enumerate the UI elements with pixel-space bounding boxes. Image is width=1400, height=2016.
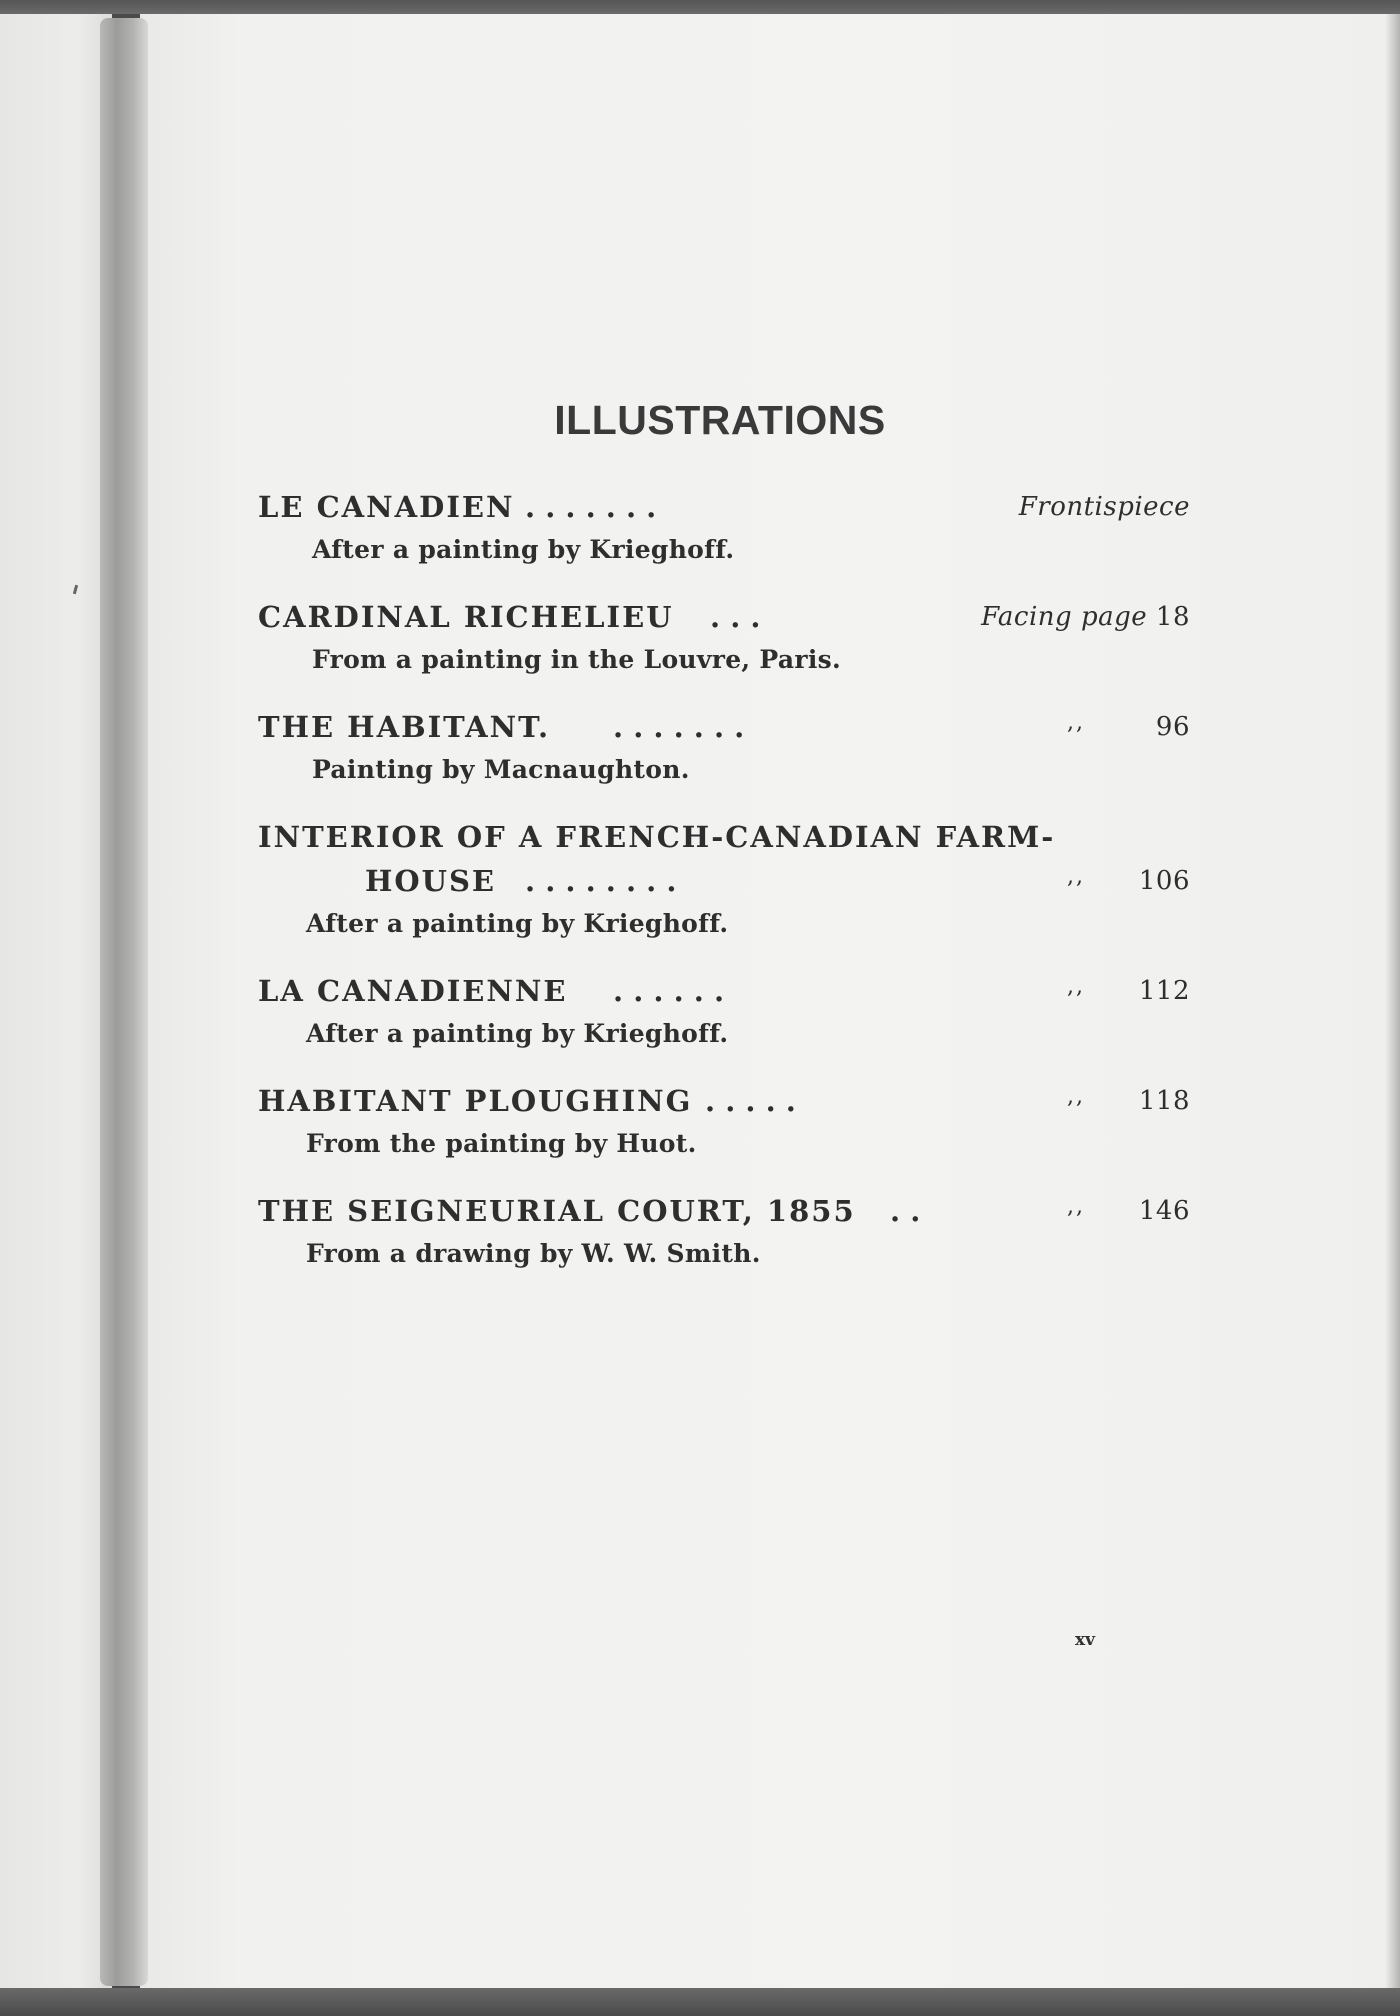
ditto-mark: ,, bbox=[1067, 1084, 1085, 1109]
facing-page-reference bbox=[981, 602, 1190, 632]
illustration-credit: After a painting by Krieghoff. bbox=[306, 909, 729, 938]
list-item bbox=[250, 818, 1190, 972]
list-item bbox=[250, 972, 1190, 1082]
illustration-credit: From a drawing by W. W. Smith. bbox=[306, 1239, 761, 1268]
ditto-mark: ,, bbox=[1067, 974, 1085, 999]
list-item bbox=[250, 488, 1190, 598]
illustration-credit: From the painting by Huot. bbox=[306, 1129, 697, 1158]
dot-leader: . . . . . . . bbox=[525, 490, 657, 524]
illustration-title: HABITANT PLOUGHING bbox=[258, 1084, 693, 1118]
illustrations-list bbox=[250, 488, 1190, 1302]
scan-top-edge bbox=[0, 0, 1400, 14]
book-gutter bbox=[100, 18, 148, 1986]
page-title: ILLUSTRATIONS bbox=[554, 397, 886, 443]
illustration-title: THE HABITANT. bbox=[258, 710, 551, 744]
scan-bottom-edge bbox=[0, 1988, 1400, 2016]
location-label: Facing page bbox=[981, 602, 1148, 632]
page-edge-shadow bbox=[1385, 14, 1400, 1988]
dot-leader: . . . bbox=[710, 600, 761, 634]
list-item bbox=[250, 708, 1190, 818]
page-number: 96 bbox=[1155, 712, 1190, 742]
page-number: 106 bbox=[1138, 866, 1190, 896]
illustration-credit: Painting by Macnaughton. bbox=[312, 755, 690, 784]
entry-heading bbox=[250, 708, 1190, 752]
list-item bbox=[250, 1082, 1190, 1192]
entry-heading bbox=[250, 972, 1190, 1016]
list-item bbox=[250, 1192, 1190, 1302]
list-item bbox=[250, 598, 1190, 708]
illustration-credit: After a painting by Krieghoff. bbox=[312, 535, 735, 564]
illustration-credit: From a painting in the Louvre, Paris. bbox=[312, 645, 841, 674]
entry-heading bbox=[250, 598, 1190, 642]
left-page-edge bbox=[0, 14, 112, 1988]
dot-leader: . . . . . bbox=[705, 1084, 796, 1118]
illustration-title: INTERIOR OF A FRENCH-CANADIAN FARM- bbox=[258, 820, 1056, 854]
page-number: 146 bbox=[1138, 1196, 1190, 1226]
location-label: Frontispiece bbox=[1018, 492, 1190, 522]
page-number: 18 bbox=[1155, 602, 1190, 632]
dot-leader: . . bbox=[890, 1194, 921, 1228]
illustration-title: LE CANADIEN bbox=[258, 490, 515, 524]
ditto-mark: ,, bbox=[1067, 1194, 1085, 1219]
entry-heading bbox=[250, 818, 1190, 862]
illustration-title: THE SEIGNEURIAL COURT, 1855 bbox=[258, 1194, 856, 1228]
illustration-title: LA CANADIENNE bbox=[258, 974, 568, 1008]
dot-leader: . . . . . . . bbox=[613, 710, 745, 744]
folio-page-number: xv bbox=[1075, 1630, 1096, 1650]
dot-leader: . . . . . . bbox=[613, 974, 725, 1008]
entry-heading bbox=[250, 488, 1190, 532]
page-number: 118 bbox=[1138, 1086, 1190, 1116]
entry-heading-continuation bbox=[250, 862, 1190, 906]
dot-leader: . . . . . . . . bbox=[525, 864, 677, 898]
illustration-title: CARDINAL RICHELIEU bbox=[258, 600, 674, 634]
ditto-mark: ,, bbox=[1067, 864, 1085, 889]
page-number: 112 bbox=[1138, 976, 1190, 1006]
illustration-credit: After a painting by Krieghoff. bbox=[306, 1019, 729, 1048]
entry-heading bbox=[250, 1192, 1190, 1236]
ditto-mark: ,, bbox=[1067, 710, 1085, 735]
illustration-title-continued: HOUSE bbox=[365, 864, 496, 898]
entry-heading bbox=[250, 1082, 1190, 1126]
